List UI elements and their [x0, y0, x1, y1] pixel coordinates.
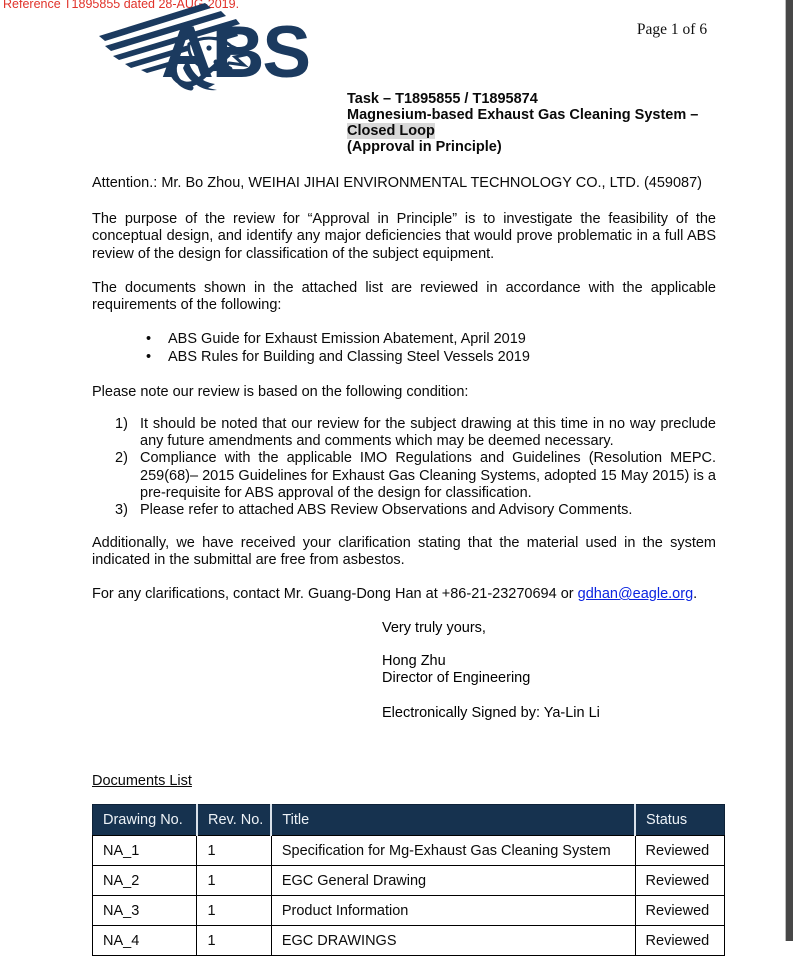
- cell-rev-no: 1: [197, 896, 271, 926]
- list-item: [92, 416, 716, 450]
- reference-note: Reference T1895855 dated 28-AUG-2019.: [3, 0, 240, 11]
- esign-line: Electronically Signed by: Ya-Lin Li: [382, 704, 600, 721]
- contact-text: For any clarifications, contact Mr. Guang-Dong Han at +86-21-23270694 or: [92, 586, 578, 602]
- column-header-drawing-no: Drawing No.: [93, 805, 197, 836]
- valediction: Very truly yours,: [382, 620, 486, 636]
- table-row: [93, 836, 725, 866]
- table-row: [93, 866, 725, 896]
- contact-paragraph: [92, 586, 716, 603]
- cell-title: Product Information: [271, 896, 635, 926]
- task-title-line: Magnesium-based Exhaust Gas Cleaning System –: [347, 107, 699, 123]
- cell-rev-no: 1: [197, 866, 271, 896]
- viewer-right-edge: [785, 0, 793, 941]
- purpose-paragraph: The purpose of the review for “Approval in Principle” is to investigate the feasibility of the conceptual design, and identify any major deficiencies that would prove problematic in a full ABS review of the design for classification of the subject equipment.: [92, 211, 716, 262]
- list-item-number: 3): [115, 502, 128, 519]
- task-title-highlight-line: [347, 123, 747, 139]
- cell-status: Reviewed: [635, 836, 724, 866]
- reference-docs-list: [92, 331, 716, 367]
- list-item: [92, 450, 716, 502]
- cell-title: Specification for Mg-Exhaust Gas Cleaning System: [271, 836, 635, 866]
- cell-drawing-no: NA_2: [93, 866, 197, 896]
- page-indicator: Page 1 of 6: [636, 21, 708, 38]
- list-item-number: 1): [115, 416, 128, 432]
- documents-list-heading: Documents List: [92, 773, 192, 789]
- cell-rev-no: 1: [197, 926, 271, 956]
- table-header-row: [93, 805, 725, 836]
- highlighted-text: Closed Loop: [347, 123, 435, 139]
- attention-line: Attention.: Mr. Bo Zhou, WEIHAI JIHAI ENVIRONMENTAL TECHNOLOGY CO., LTD. (459087): [92, 175, 702, 191]
- column-header-status: Status: [635, 805, 724, 836]
- asbestos-paragraph: Additionally, we have received your clarification stating that the material used in the system indicated in the submittal are free from asbestos.: [92, 535, 716, 569]
- documents-intro-paragraph: The documents shown in the attached list are reviewed in accordance with the applicable requirements of the following:: [92, 280, 716, 314]
- task-number-line: Task – T1895855 / T1895874: [347, 91, 538, 107]
- cell-title: EGC General Drawing: [271, 866, 635, 896]
- column-header-rev-no: Rev. No.: [197, 805, 271, 836]
- condition-intro: Please note our review is based on the following condition:: [92, 384, 469, 400]
- closing-block: [382, 620, 712, 722]
- list-item: • ABS Guide for Exhaust Emission Abatement, April 2019: [92, 331, 716, 349]
- abs-wordmark: ABS: [161, 12, 310, 92]
- cell-status: Reviewed: [635, 866, 724, 896]
- table-row: [93, 896, 725, 926]
- cell-drawing-no: NA_3: [93, 896, 197, 926]
- list-item: • ABS Rules for Building and Classing Steel Vessels 2019: [92, 349, 716, 367]
- list-item-number: 2): [115, 450, 128, 467]
- list-item-text: It should be noted that our review for the subject drawing at this time in no way preclude any future amendments and comments which may be deemed necessary.: [140, 416, 716, 450]
- list-item: [92, 502, 716, 519]
- contact-text-suffix: .: [693, 586, 698, 602]
- cell-title: EGC DRAWINGS: [271, 926, 635, 956]
- column-header-title: Title: [271, 805, 635, 836]
- list-item-text: Please refer to attached ABS Review Observations and Advisory Comments.: [140, 502, 633, 519]
- conditions-list: [92, 416, 716, 519]
- cell-status: Reviewed: [635, 926, 724, 956]
- task-subtitle-line: (Approval in Principle): [347, 139, 502, 155]
- cell-drawing-no: NA_1: [93, 836, 197, 866]
- cell-status: Reviewed: [635, 896, 724, 926]
- abs-logo: [85, 2, 317, 97]
- documents-table: [92, 804, 725, 956]
- signer-title: Director of Engineering: [382, 670, 531, 687]
- abs-eagle-icon: [85, 2, 317, 92]
- list-item-text: Compliance with the applicable IMO Regulations and Guidelines (Resolution MEPC. 259(68)– 2015 Guidelines for Exhaust Gas Cleaning Systems, adopted 15 May 2015) is a pre-requisite for ABS approval of the design for classification.: [140, 450, 716, 501]
- cell-drawing-no: NA_4: [93, 926, 197, 956]
- task-header: [347, 91, 747, 155]
- signer-name: Hong Zhu: [382, 653, 446, 670]
- email-link[interactable]: gdhan@eagle.org: [577, 586, 694, 602]
- cell-rev-no: 1: [197, 836, 271, 866]
